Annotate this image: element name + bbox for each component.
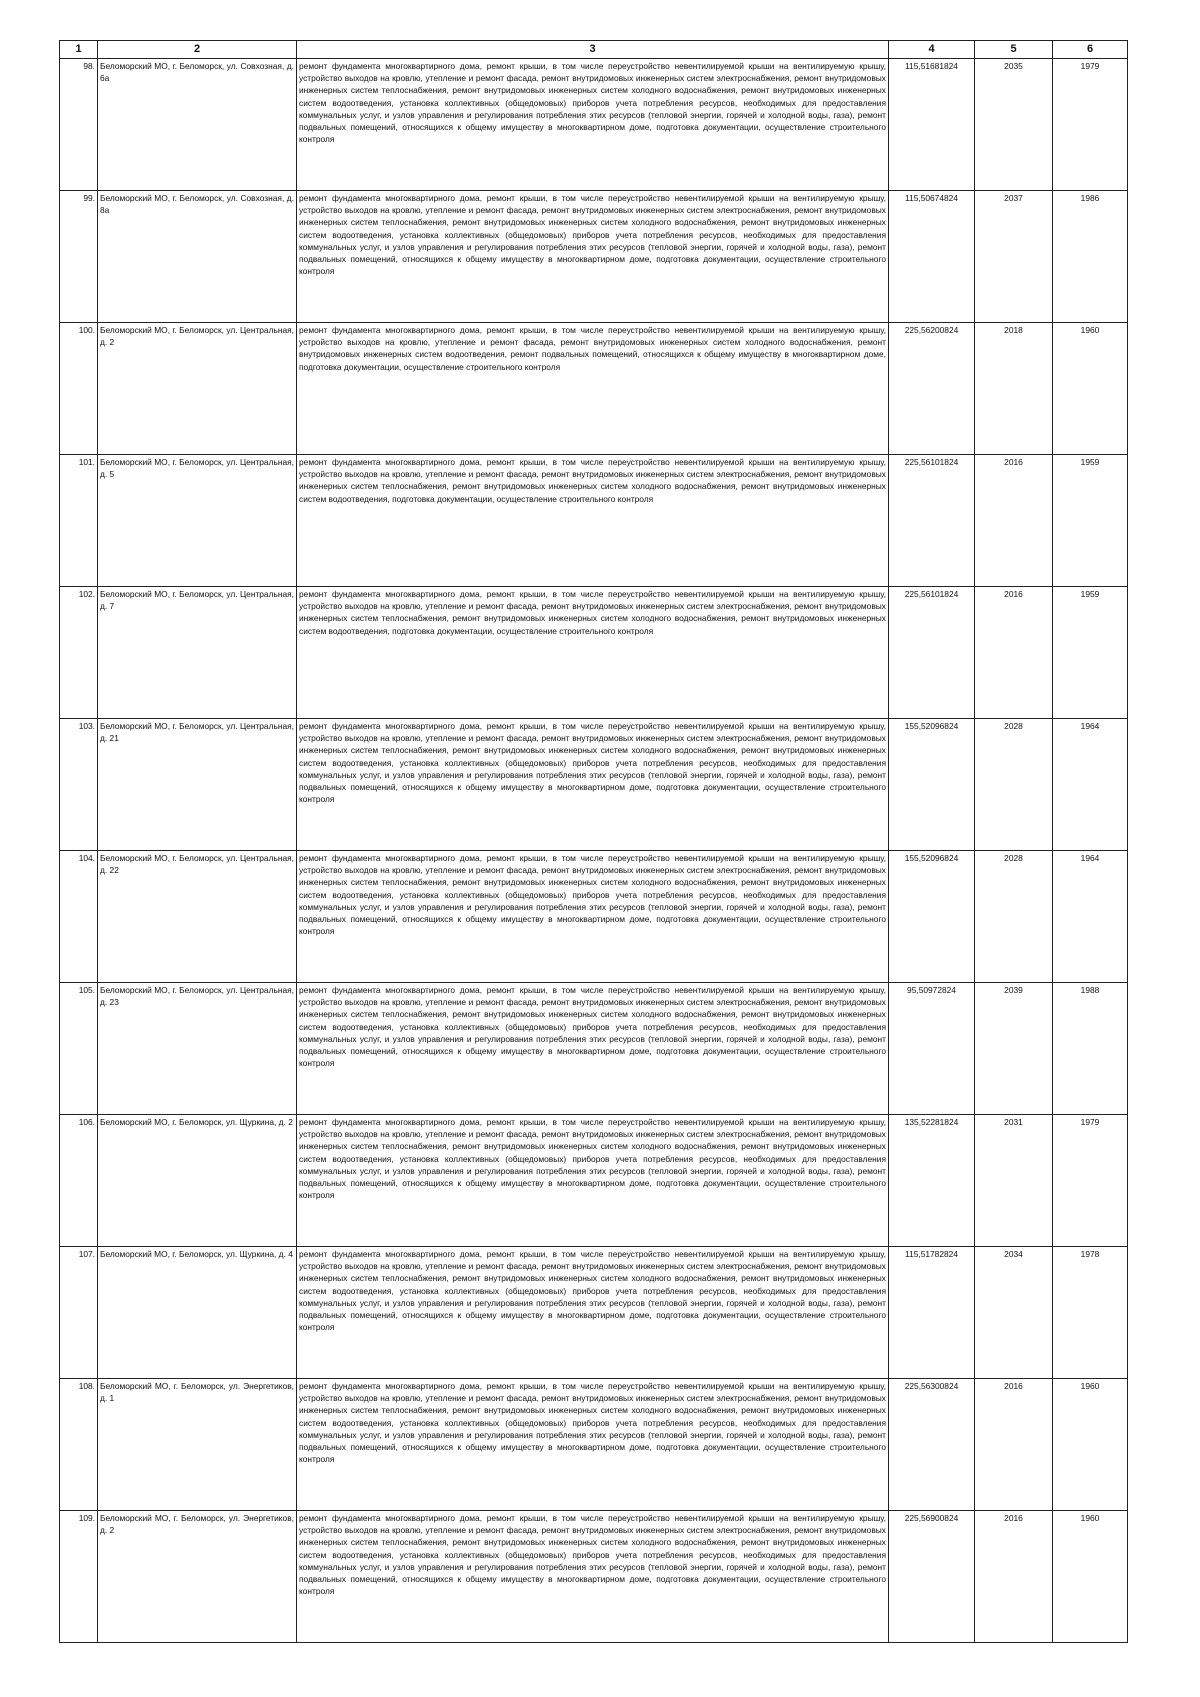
table-row	[60, 1115, 1128, 1247]
row-address: Беломорский МО, г. Беломорск, ул. Центральная, д. 2	[98, 323, 297, 455]
row-cost: 115,50674824	[889, 191, 975, 323]
table-row	[60, 851, 1128, 983]
table-header-row	[60, 41, 1128, 59]
row-address: Беломорский МО, г. Беломорск, ул. Центральная, д. 21	[98, 719, 297, 851]
row-address: Беломорский МО, г. Беломорск, ул. Совхозная, д. 6а	[98, 59, 297, 191]
capital-repair-table	[59, 40, 1128, 1643]
header-col-6: 6	[1053, 41, 1128, 59]
row-works: ремонт фундамента многоквартирного дома, ремонт крыши, в том числе переустройство невентилируемой крыши на вентилируемую крышу, устройство выходов на кровлю, утепление и ремонт фасада, ремонт внутридомовых инженерных систем электроснабжения, ремонт внутридомовых инженерных систем теплоснабжения, ремонт внутридомовых инженерных систем холодного водоснабжения, ремонт внутридомовых инженерных систем водоотведения, установка коллективных (общедомовых) приборов учета потребления ресурсов, необходимых для предоставления коммунальных услуг, и узлов управления и регулирования потребления этих ресурсов (тепловой энергии, горячей и холодной воды, газа), ремонт подвальных помещений, относящихся к общему имуществу в многоквартирном доме, подготовка документации, осуществление строительного контроля	[297, 1379, 889, 1511]
table-row	[60, 1247, 1128, 1379]
row-cost: 115,51681824	[889, 59, 975, 191]
row-cost: 225,56101824	[889, 587, 975, 719]
table-row	[60, 1379, 1128, 1511]
row-built-year: 1959	[1053, 587, 1128, 719]
row-planned-year: 2016	[975, 455, 1053, 587]
row-works: ремонт фундамента многоквартирного дома, ремонт крыши, в том числе переустройство невентилируемой крыши на вентилируемую крышу, устройство выходов на кровлю, утепление и ремонт фасада, ремонт внутридомовых инженерных систем электроснабжения, ремонт внутридомовых инженерных систем теплоснабжения, ремонт внутридомовых инженерных систем холодного водоснабжения, ремонт внутридомовых инженерных систем водоотведения, установка коллективных (общедомовых) приборов учета потребления ресурсов, необходимых для предоставления коммунальных услуг, и узлов управления и регулирования потребления этих ресурсов (тепловой энергии, горячей и холодной воды, газа), ремонт подвальных помещений, относящихся к общему имуществу в многоквартирном доме, подготовка документации, осуществление строительного контроля	[297, 191, 889, 323]
row-works: ремонт фундамента многоквартирного дома, ремонт крыши, в том числе переустройство невентилируемой крыши на вентилируемую крышу, устройство выходов на кровлю, утепление и ремонт фасада, ремонт внутридомовых инженерных систем электроснабжения, ремонт внутридомовых инженерных систем теплоснабжения, ремонт внутридомовых инженерных систем холодного водоснабжения, ремонт внутридомовых инженерных систем водоотведения, установка коллективных (общедомовых) приборов учета потребления ресурсов, необходимых для предоставления коммунальных услуг, и узлов управления и регулирования потребления этих ресурсов (тепловой энергии, горячей и холодной воды, газа), ремонт подвальных помещений, относящихся к общему имуществу в многоквартирном доме, подготовка документации, осуществление строительного контроля	[297, 59, 889, 191]
row-built-year: 1986	[1053, 191, 1128, 323]
row-planned-year: 2039	[975, 983, 1053, 1115]
row-number: 105.	[60, 983, 98, 1115]
row-number: 98.	[60, 59, 98, 191]
row-number: 102.	[60, 587, 98, 719]
row-number: 103.	[60, 719, 98, 851]
row-built-year: 1978	[1053, 1247, 1128, 1379]
row-address: Беломорский МО, г. Беломорск, ул. Щуркина, д. 4	[98, 1247, 297, 1379]
row-planned-year: 2028	[975, 719, 1053, 851]
row-built-year: 1960	[1053, 1379, 1128, 1511]
header-col-4: 4	[889, 41, 975, 59]
row-works: ремонт фундамента многоквартирного дома, ремонт крыши, в том числе переустройство невентилируемой крыши на вентилируемую крышу, устройство выходов на кровлю, утепление и ремонт фасада, ремонт внутридомовых инженерных систем электроснабжения, ремонт внутридомовых инженерных систем теплоснабжения, ремонт внутридомовых инженерных систем холодного водоснабжения, ремонт внутридомовых инженерных систем водоотведения, установка коллективных (общедомовых) приборов учета потребления ресурсов, необходимых для предоставления коммунальных услуг, и узлов управления и регулирования потребления этих ресурсов (тепловой энергии, горячей и холодной воды, газа), ремонт подвальных помещений, относящихся к общему имуществу в многоквартирном доме, подготовка документации, осуществление строительного контроля	[297, 851, 889, 983]
header-col-3: 3	[297, 41, 889, 59]
row-planned-year: 2034	[975, 1247, 1053, 1379]
row-works: ремонт фундамента многоквартирного дома, ремонт крыши, в том числе переустройство невентилируемой крыши на вентилируемую крышу, устройство выходов на кровлю, утепление и ремонт фасада, ремонт внутридомовых инженерных систем электроснабжения, ремонт внутридомовых инженерных систем теплоснабжения, ремонт внутридомовых инженерных систем холодного водоснабжения, ремонт внутридомовых инженерных систем водоотведения, установка коллективных (общедомовых) приборов учета потребления ресурсов, необходимых для предоставления коммунальных услуг, и узлов управления и регулирования потребления этих ресурсов (тепловой энергии, горячей и холодной воды, газа), ремонт подвальных помещений, относящихся к общему имуществу в многоквартирном доме, подготовка документации, осуществление строительного контроля	[297, 719, 889, 851]
row-cost: 135,52281824	[889, 1115, 975, 1247]
row-cost: 155,52096824	[889, 719, 975, 851]
row-planned-year: 2035	[975, 59, 1053, 191]
row-number: 106.	[60, 1115, 98, 1247]
row-number: 109.	[60, 1511, 98, 1643]
row-number: 104.	[60, 851, 98, 983]
table-row	[60, 59, 1128, 191]
row-built-year: 1988	[1053, 983, 1128, 1115]
row-built-year: 1979	[1053, 59, 1128, 191]
row-address: Беломорский МО, г. Беломорск, ул. Щуркина, д. 2	[98, 1115, 297, 1247]
row-works: ремонт фундамента многоквартирного дома, ремонт крыши, в том числе переустройство невентилируемой крыши на вентилируемую крышу, устройство выходов на кровлю, утепление и ремонт фасада, ремонт внутридомовых инженерных систем холодного водоснабжения, ремонт внутридомовых инженерных систем водоотведения, ремонт подвальных помещений, относящихся к общему имуществу в многоквартирном доме, подготовка документации, осуществление строительного контроля	[297, 323, 889, 455]
row-address: Беломорский МО, г. Беломорск, ул. Центральная, д. 23	[98, 983, 297, 1115]
row-planned-year: 2016	[975, 587, 1053, 719]
row-cost: 225,56300824	[889, 1379, 975, 1511]
table-row	[60, 587, 1128, 719]
row-planned-year: 2018	[975, 323, 1053, 455]
row-cost: 225,56101824	[889, 455, 975, 587]
row-works: ремонт фундамента многоквартирного дома, ремонт крыши, в том числе переустройство невентилируемой крыши на вентилируемую крышу, устройство выходов на кровлю, утепление и ремонт фасада, ремонт внутридомовых инженерных систем электроснабжения, ремонт внутридомовых инженерных систем теплоснабжения, ремонт внутридомовых инженерных систем холодного водоснабжения, ремонт внутридомовых инженерных систем водоотведения, установка коллективных (общедомовых) приборов учета потребления ресурсов, необходимых для предоставления коммунальных услуг, и узлов управления и регулирования потребления этих ресурсов (тепловой энергии, горячей и холодной воды, газа), ремонт подвальных помещений, относящихся к общему имуществу в многоквартирном доме, подготовка документации, осуществление строительного контроля	[297, 1511, 889, 1643]
row-address: Беломорский МО, г. Беломорск, ул. Центральная, д. 7	[98, 587, 297, 719]
table-row	[60, 191, 1128, 323]
row-planned-year: 2028	[975, 851, 1053, 983]
table-row	[60, 1511, 1128, 1643]
row-number: 108.	[60, 1379, 98, 1511]
row-built-year: 1960	[1053, 1511, 1128, 1643]
row-works: ремонт фундамента многоквартирного дома, ремонт крыши, в том числе переустройство невентилируемой крыши на вентилируемую крышу, устройство выходов на кровлю, утепление и ремонт фасада, ремонт внутридомовых инженерных систем электроснабжения, ремонт внутридомовых инженерных систем теплоснабжения, ремонт внутридомовых инженерных систем холодного водоснабжения, ремонт внутридомовых инженерных систем водоотведения, установка коллективных (общедомовых) приборов учета потребления ресурсов, необходимых для предоставления коммунальных услуг, и узлов управления и регулирования потребления этих ресурсов (тепловой энергии, горячей и холодной воды, газа), ремонт подвальных помещений, относящихся к общему имуществу в многоквартирном доме, подготовка документации, осуществление строительного контроля	[297, 1247, 889, 1379]
table-row	[60, 323, 1128, 455]
table-row	[60, 455, 1128, 587]
row-works: ремонт фундамента многоквартирного дома, ремонт крыши, в том числе переустройство невентилируемой крыши на вентилируемую крышу, устройство выходов на кровлю, утепление и ремонт фасада, ремонт внутридомовых инженерных систем электроснабжения, ремонт внутридомовых инженерных систем теплоснабжения, ремонт внутридомовых инженерных систем холодного водоснабжения, ремонт внутридомовых инженерных систем водоотведения, подготовка документации, осуществление строительного контроля	[297, 587, 889, 719]
row-address: Беломорский МО, г. Беломорск, ул. Совхозная, д. 8а	[98, 191, 297, 323]
row-cost: 155,52096824	[889, 851, 975, 983]
row-works: ремонт фундамента многоквартирного дома, ремонт крыши, в том числе переустройство невентилируемой крыши на вентилируемую крышу, устройство выходов на кровлю, утепление и ремонт фасада, ремонт внутридомовых инженерных систем электроснабжения, ремонт внутридомовых инженерных систем теплоснабжения, ремонт внутридомовых инженерных систем холодного водоснабжения, ремонт внутридомовых инженерных систем водоотведения, подготовка документации, осуществление строительного контроля	[297, 455, 889, 587]
row-built-year: 1959	[1053, 455, 1128, 587]
table-body	[60, 59, 1128, 1643]
row-cost: 225,56900824	[889, 1511, 975, 1643]
row-cost: 95,50972824	[889, 983, 975, 1115]
header-col-2: 2	[98, 41, 297, 59]
row-number: 99.	[60, 191, 98, 323]
row-number: 100.	[60, 323, 98, 455]
row-built-year: 1979	[1053, 1115, 1128, 1247]
header-col-1: 1	[60, 41, 98, 59]
row-address: Беломорский МО, г. Беломорск, ул. Энергетиков, д. 1	[98, 1379, 297, 1511]
row-built-year: 1964	[1053, 851, 1128, 983]
row-address: Беломорский МО, г. Беломорск, ул. Центральная, д. 22	[98, 851, 297, 983]
row-address: Беломорский МО, г. Беломорск, ул. Центральная, д. 5	[98, 455, 297, 587]
row-planned-year: 2037	[975, 191, 1053, 323]
row-built-year: 1960	[1053, 323, 1128, 455]
row-planned-year: 2016	[975, 1511, 1053, 1643]
header-col-5: 5	[975, 41, 1053, 59]
row-cost: 115,51782824	[889, 1247, 975, 1379]
row-planned-year: 2031	[975, 1115, 1053, 1247]
row-number: 101.	[60, 455, 98, 587]
table-row	[60, 983, 1128, 1115]
row-works: ремонт фундамента многоквартирного дома, ремонт крыши, в том числе переустройство невентилируемой крыши на вентилируемую крышу, устройство выходов на кровлю, утепление и ремонт фасада, ремонт внутридомовых инженерных систем электроснабжения, ремонт внутридомовых инженерных систем теплоснабжения, ремонт внутридомовых инженерных систем холодного водоснабжения, ремонт внутридомовых инженерных систем водоотведения, установка коллективных (общедомовых) приборов учета потребления ресурсов, необходимых для предоставления коммунальных услуг, и узлов управления и регулирования потребления этих ресурсов (тепловой энергии, горячей и холодной воды, газа), ремонт подвальных помещений, относящихся к общему имуществу в многоквартирном доме, подготовка документации, осуществление строительного контроля	[297, 1115, 889, 1247]
row-number: 107.	[60, 1247, 98, 1379]
row-address: Беломорский МО, г. Беломорск, ул. Энергетиков, д. 2	[98, 1511, 297, 1643]
table-row	[60, 719, 1128, 851]
row-works: ремонт фундамента многоквартирного дома, ремонт крыши, в том числе переустройство невентилируемой крыши на вентилируемую крышу, устройство выходов на кровлю, утепление и ремонт фасада, ремонт внутридомовых инженерных систем электроснабжения, ремонт внутридомовых инженерных систем теплоснабжения, ремонт внутридомовых инженерных систем холодного водоснабжения, ремонт внутридомовых инженерных систем водоотведения, установка коллективных (общедомовых) приборов учета потребления ресурсов, необходимых для предоставления коммунальных услуг, и узлов управления и регулирования потребления этих ресурсов (тепловой энергии, горячей и холодной воды, газа), ремонт подвальных помещений, относящихся к общему имуществу в многоквартирном доме, подготовка документации, осуществление строительного контроля	[297, 983, 889, 1115]
row-built-year: 1964	[1053, 719, 1128, 851]
row-cost: 225,56200824	[889, 323, 975, 455]
row-planned-year: 2016	[975, 1379, 1053, 1511]
